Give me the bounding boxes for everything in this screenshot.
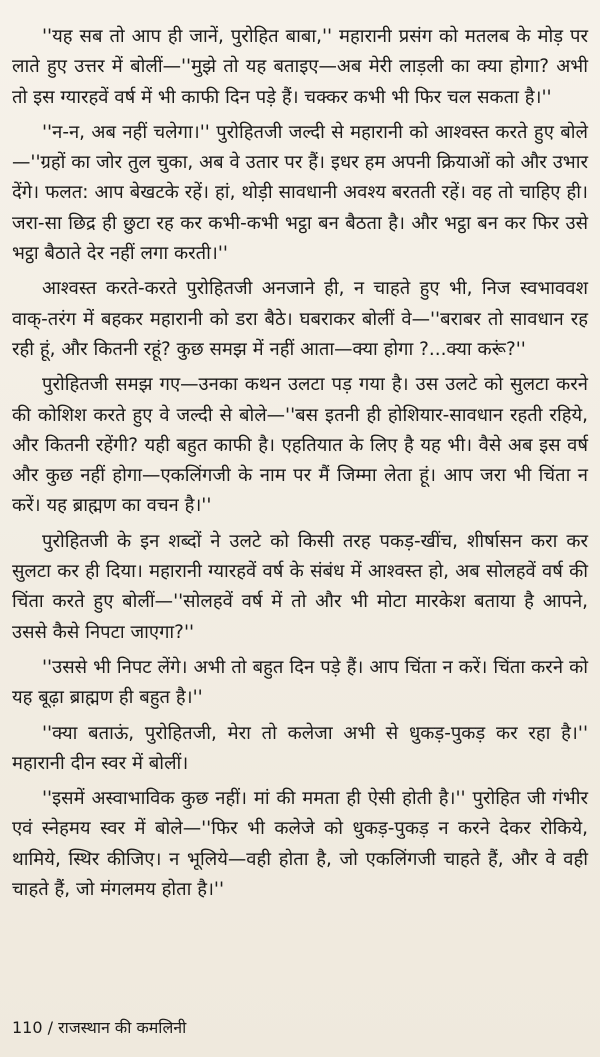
paragraph: ''यह सब तो आप ही जानें, पुरोहित बाबा,'' महारानी प्रसंग को मतलब के मोड़ पर लाते हुए उत्तर में बोलीं—''मुझे तो यह बताइए—अब मेरी लाड़ली का क्या होगा? अभी तो इस ग्यारहवें वर्ष में भी काफी दिन पड़े हैं। चक्कर कभी भी फिर चल सकता है।'' <box>12 26 588 108</box>
paragraph: पुरोहितजी समझ गए—उनका कथन उलटा पड़ गया है। उस उलटे को सुलटा करने की कोशिश करते हुए वे जल्दी से बोले—''बस इतनी ही होशियार-सावधान रहती रहिये, और कितनी रहेंगी? यही बहुत काफी है। एहतियात के लिए है यह भी। वैसे अब इस वर्ष और कुछ नहीं होगा—एकलिंगजी के नाम पर मैं जिम्मा लेता हूं। आप जरा भी चिंता न करें। यह ब्राह्मण का वचन है।'' <box>12 374 588 517</box>
footer-separator: / <box>47 1018 59 1037</box>
page-footer <box>12 1016 186 1040</box>
paragraph: ''क्या बताऊं, पुरोहितजी, मेरा तो कलेजा अभी से धुकड़-पुकड़ कर रहा है।'' महारानी दीन स्वर में बोलीं। <box>12 722 588 774</box>
paragraph: आश्वस्त करते-करते पुरोहितजी अनजाने ही, न चाहते हुए भी, निज स्वभाववश वाक्-तरंग में बहकर महारानी को डरा बैठे। घबराकर बोलीं वे—''बराबर तो सावधान रह रही हूं, और कितनी रहूं? कुछ समझ में नहीं आता—क्या होगा ?...क्या करूं?'' <box>12 278 588 360</box>
book-title: राजस्थान की कमलिनी <box>58 1018 187 1037</box>
paragraph: ''इसमें अस्वाभाविक कुछ नहीं। मां की ममता ही ऐसी होती है।'' पुरोहित जी गंभीर एवं स्नेहमय स्वर में बोले—''फिर भी कलेजे को धुकड़-पुकड़ न करने देकर रोकिये, थामिये, स्थिर कीजिए। न भूलिये—वही होता है, जो एकलिंगजी चाहते हैं, और वे वही चाहते हैं, जो मंगलमय होता है।'' <box>12 788 588 901</box>
paragraph: ''न-न, अब नहीं चलेगा।'' पुरोहितजी जल्दी से महारानी को आश्वस्त करते हुए बोले—''ग्रहों का जोर तुल चुका, अब वे उतार पर हैं। इधर हम अपनी क्रियाओं को और उभार देंगे। फलत: आप बेखटके रहें। हां, थोड़ी सावधानी अवश्य बरतती रहें। वह तो चाहिए ही। जरा-सा छिद्र ही छुटा रह कर कभी-कभी भट्ठा बन बैठता है। और भट्ठा बन कर फिर उसे भट्ठा बैठाते देर नहीं लगा करती।'' <box>12 121 588 265</box>
paragraph: पुरोहितजी के इन शब्दों ने उलटे को किसी तरह पकड़-खींच, शीर्षासन करा कर सुलटा कर ही दिया। महारानी ग्यारहवें वर्ष के संबंध में आश्वस्त हो, अब सोलहवें वर्ष की चिंता करते हुए बोलीं—''सोलहवें वर्ष में तो और भी मोटा मारकेश बताया है आपने, उससे कैसे निपटा जाएगा?'' <box>12 530 588 643</box>
paragraph: ''उससे भी निपट लेंगे। अभी तो बहुत दिन पड़े हैं। आप चिंता न करें। चिंता करने को यह बूढ़ा ब्राह्मण ही बहुत है।'' <box>12 656 588 709</box>
page-body-text <box>12 22 588 910</box>
page-number: 110 <box>12 1018 43 1037</box>
